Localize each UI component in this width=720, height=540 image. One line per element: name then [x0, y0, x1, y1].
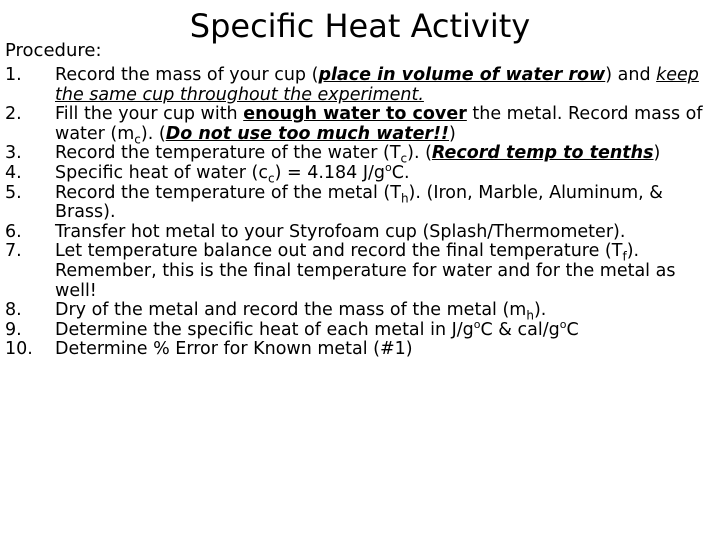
- step-1: [0, 66, 718, 105]
- step-number: 3.: [5, 143, 22, 164]
- step-text: Determine the specific heat of each metal in J/g: [55, 319, 474, 340]
- step-text: Determine % Error for Known metal (#1): [55, 339, 413, 360]
- procedure-steps-list: [0, 66, 718, 360]
- step-text: Transfer hot metal to your Styrofoam cup (Splash/Thermometer).: [55, 221, 626, 242]
- step-text: ): [653, 143, 661, 164]
- subscript: h: [526, 308, 534, 323]
- step-text: the metal. Record mass of water (m: [55, 104, 703, 144]
- step-text: ): [449, 123, 456, 144]
- step-text: ). (: [407, 143, 432, 164]
- step-text: Record the temperature of the metal (T: [55, 182, 401, 203]
- degree-superscript: o: [559, 317, 567, 331]
- step-number: 8.: [5, 300, 22, 321]
- step-text: ). (Iron, Marble, Aluminum, & Brass).: [55, 182, 663, 223]
- step-2: [0, 104, 718, 147]
- step-text: ). (: [140, 123, 166, 144]
- step-text: C: [566, 319, 579, 340]
- step-text: Record the temperature of the water (T: [55, 143, 401, 164]
- step-10: [0, 340, 718, 360]
- step-9: [0, 317, 718, 341]
- step-number: 10.: [5, 339, 33, 360]
- step-text: Dry of the metal and record the mass of the metal (m: [55, 300, 527, 321]
- step-number: 1.: [5, 65, 22, 85]
- step-4: [0, 161, 718, 186]
- step-number: 5.: [5, 182, 22, 203]
- step-text: Record the mass of your cup (: [55, 65, 319, 85]
- subscript: f: [622, 249, 627, 264]
- step-text: Specific heat of water (c: [55, 162, 268, 183]
- step-text: C & cal/g: [480, 319, 560, 340]
- step-number: 2.: [5, 104, 22, 125]
- step-text: ) and: [605, 65, 657, 85]
- procedure-heading: Procedure:: [5, 40, 102, 61]
- step-text: ). Remember, this is the final temperature for water and for the metal as well!: [55, 241, 676, 301]
- step-3: [0, 144, 718, 164]
- step-8: [0, 301, 718, 321]
- step-text: C.: [391, 162, 410, 183]
- step-number: 4.: [5, 162, 22, 183]
- step-7: [0, 242, 718, 301]
- subscript: c: [134, 132, 141, 147]
- step-number: 7.: [5, 241, 22, 262]
- step-number: 6.: [5, 221, 22, 242]
- step-5: [0, 184, 718, 223]
- subscript: c: [400, 151, 408, 166]
- page-title: Specific Heat Activity: [189, 7, 531, 45]
- emphasis-text: Record temp to tenths: [431, 143, 654, 164]
- emphasis-text: enough water to cover: [243, 104, 467, 125]
- step-number: 9.: [5, 319, 22, 340]
- step-text: Let temperature balance out and record the final temperature (T: [55, 241, 623, 262]
- subscript: c: [267, 171, 275, 186]
- step-text: ) = 4.184 J/g: [274, 162, 386, 183]
- step-text: ).: [533, 300, 547, 321]
- degree-superscript: o: [473, 317, 481, 331]
- emphasis-text: place in volume of water row: [318, 65, 606, 85]
- step-text: Fill the your cup with: [55, 104, 244, 125]
- emphasis-text: Do not use too much water!!: [165, 123, 450, 144]
- emphasis-text: keep the same cup throughout the experiment.: [55, 65, 699, 105]
- degree-superscript: o: [385, 161, 392, 175]
- step-6: [0, 223, 718, 243]
- subscript: h: [400, 191, 409, 206]
